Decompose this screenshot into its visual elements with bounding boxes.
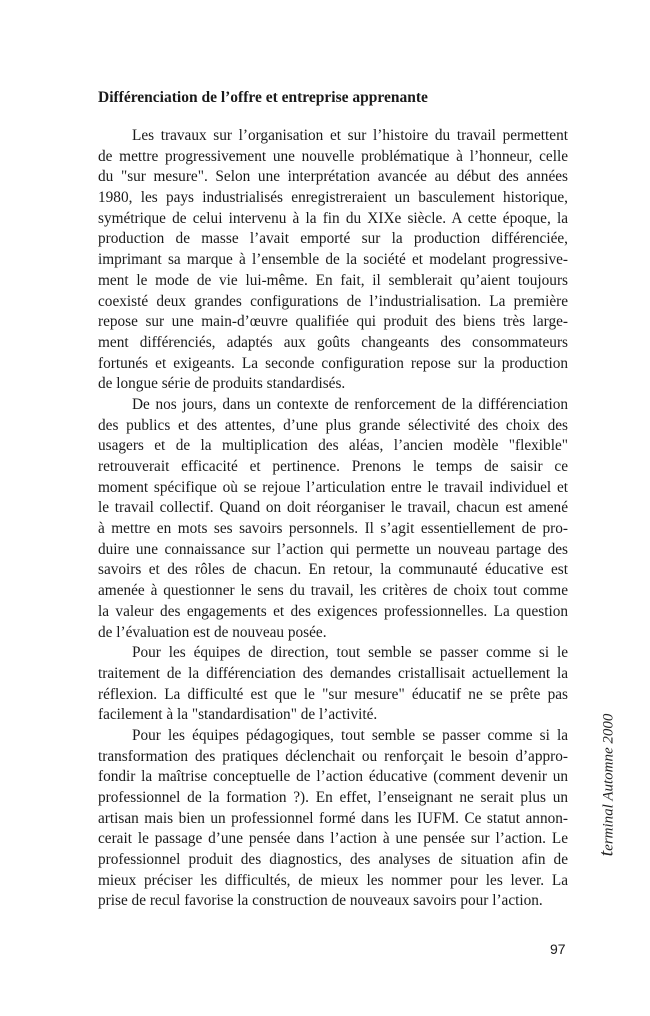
- page-number: 97: [550, 941, 566, 957]
- text-line: à mettre en mots ses savoirs personnels. Il s’agit essentiellement de pro-: [98, 520, 568, 538]
- text-line: ment le mode de vie lui-même. En fait, il semblerait qu’aient toujours: [98, 271, 568, 289]
- text-line: imprimant sa marque à l’ensemble de la société et modelant progressive-: [98, 251, 568, 269]
- text-line: coexisté deux grandes configurations de l’industrialisation. La première: [98, 292, 568, 310]
- text-line: Pour les équipes de direction, tout semble se passer comme si le: [132, 644, 568, 662]
- text-line: traitement de la différenciation des demandes cristallisait actuellement la: [98, 664, 568, 682]
- text-line: artisan mais bien un professionnel formé dans les IUFM. Ce statut annon-: [98, 809, 568, 827]
- text-line: Les travaux sur l’organisation et sur l’histoire du travail permettent: [132, 127, 568, 144]
- text-line: savoirs et des rôles de chacun. En retour, la communauté éducative est: [98, 561, 568, 579]
- text-line: fondir la maîtrise conceptuelle de l’action éducative (comment devenir un: [98, 768, 568, 786]
- text-line: facilement à la "standardisation" de l’activité.: [98, 706, 378, 724]
- text-line: professionnel produit des diagnostics, des analyses de situation afin de: [98, 851, 568, 869]
- journal-title-rest: erminal Automne 2000: [600, 713, 617, 851]
- text-line: De nos jours, dans un contexte de renforcement de la différenciation: [132, 395, 568, 413]
- text-line: retrouverait efficacité et pertinence. Prenons le temps de saisir ce: [98, 458, 568, 475]
- paragraph: [98, 643, 568, 726]
- text-line: amenée à questionner le sens du travail, les critères de choix tout comme: [98, 582, 568, 600]
- text-line: moment spécifique où se rejoue l’articulation entre le travail individuel et: [98, 478, 568, 496]
- text-line: de mettre progressivement une nouvelle problématique à l’honneur, celle: [98, 147, 568, 165]
- text-line: de longue série de produits standardisés.: [98, 375, 346, 393]
- text-line: cerait le passage d’une pensée dans l’action à une pensée sur l’action. Le: [98, 830, 568, 848]
- text-line: symétrique de celui intervenu à la fin du XIXe siècle. A cette époque, la: [98, 209, 568, 227]
- text-line: des publics et des attentes, d’une plus grande sélectivité des choix des: [98, 416, 568, 434]
- section-heading: Différenciation de l’offre et entreprise apprenante: [98, 89, 428, 106]
- text-line: fortunés et exigeants. La seconde configuration repose sur la production: [98, 354, 568, 372]
- text-line: la valeur des engagements et des exigences professionnelles. La question: [98, 602, 568, 620]
- text-line: professionnel de la formation ?). En effet, l’enseignant ne serait plus un: [98, 789, 568, 806]
- text-line: usagers et de la multiplication des aléas, l’ancien modèle "flexible": [98, 437, 568, 455]
- text-line: réflexion. La difficulté est que le "sur mesure" éducatif ne se prête pas: [98, 685, 568, 703]
- text-line: prise de recul favorise la construction de nouveaux savoirs pour l’action.: [98, 892, 543, 910]
- text-line: de l’évaluation est de nouveau posée.: [98, 623, 327, 641]
- journal-running-title: [596, 714, 619, 857]
- body-text: [98, 126, 568, 912]
- paragraph: [98, 726, 568, 912]
- text-line: duire une connaissance sur l’action qui permette un nouveau partage des: [98, 540, 568, 558]
- text-line: repose sur une main-d’œuvre qualifiée qui produit des biens très large-: [98, 313, 568, 331]
- text-line: ment différenciés, adaptés aux goûts changeants des consommateurs: [98, 333, 568, 351]
- text-line: transformation des pratiques déclenchait ou renforçait le besoin d’appro-: [98, 747, 568, 765]
- paragraph: [98, 395, 568, 643]
- text-line: du "sur mesure". Selon une interprétation avancée au début des années: [98, 168, 568, 186]
- text-line: 1980, les pays industrialisés enregistreraient un basculement historique,: [98, 189, 568, 207]
- text-line: le travail collectif. Quand on doit réorganiser le travail, chacun est amené: [98, 499, 568, 517]
- text-line: mieux préciser les difficultés, de mieux les nommer pour les lever. La: [98, 871, 568, 889]
- paragraph: [98, 126, 568, 395]
- text-line: Pour les équipes pédagogiques, tout semble se passer comme si la: [132, 726, 568, 744]
- text-line: production de masse l’avait emporté sur la production différenciée,: [98, 230, 568, 248]
- journal-initial: t: [595, 850, 618, 857]
